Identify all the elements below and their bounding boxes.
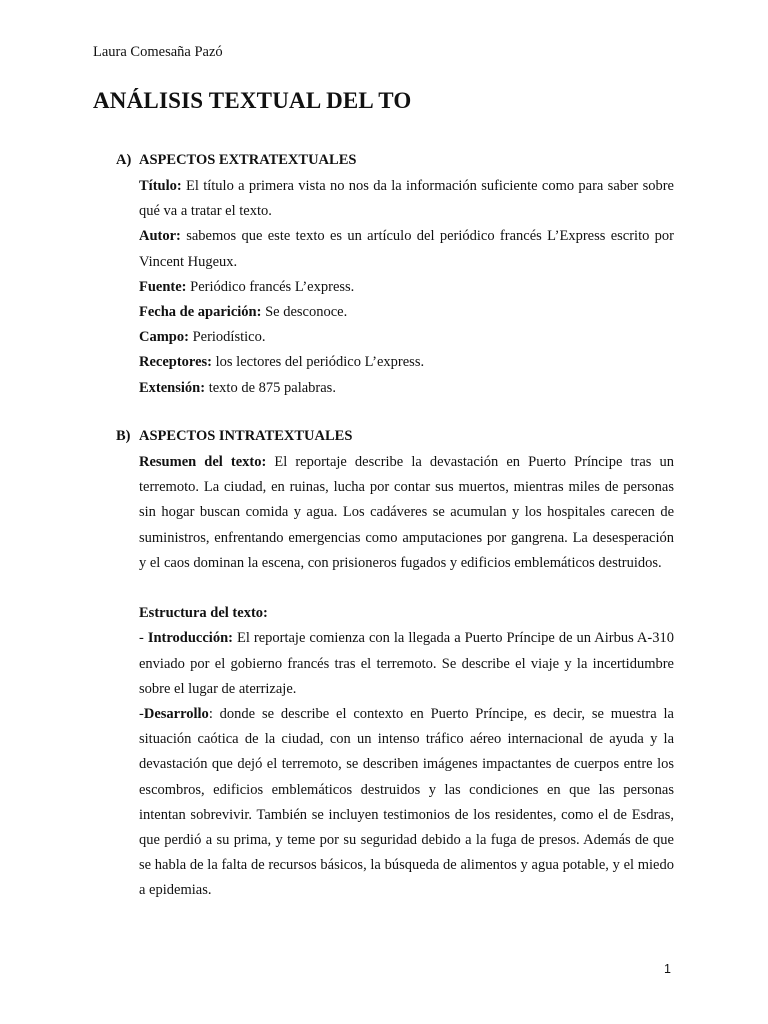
structure-intro: - Introducción: El reportaje comienza con la llegada a Puerto Príncipe de un Airbus A-310 enviado por el gobierno francés tras el terremoto. Se describe el viaje y la incertidumbre sobre el lugar de aterrizaje. — [139, 630, 674, 697]
author-name: Laura Comesaña Pazó — [93, 44, 223, 60]
field-campo: Campo: Periodístico. — [139, 329, 266, 346]
field-receptores: Receptores: los lectores del periódico L’express. — [139, 354, 425, 371]
field-extension: Extensión: texto de 875 palabras. — [139, 379, 336, 396]
page-number: 1 — [664, 962, 671, 976]
field-titulo: Título: El título a primera vista no nos da la información suficiente como para saber sobre qué va a tratar el texto. — [139, 178, 674, 220]
section-b-body — [139, 450, 674, 904]
paragraph-gap — [139, 576, 674, 601]
section-b-letter: B) — [116, 428, 131, 444]
field-fuente: Fuente: Periódico francés L’express. — [139, 278, 355, 295]
structure-development: -Desarrollo: donde se describe el contexto en Puerto Príncipe, es decir, se muestra la situación caótica de la ciudad, con un intenso tráfico aéreo internacional de ayuda y la devastación que dejó el terremoto, se describen imágenes impactantes de cuerpos entre los escombros, edificios emblemáticos destruidos y las condiciones en que las personas intentan sobrevivir. También se incluyen testimonios de los residentes, como el de Esdras, que perdió a su prima, y teme por su seguridad debido a la fuga de presos. Además de que se habla de la falta de recursos básicos, la búsqueda de alimentos y agua potable, y el miedo a epidemias. — [139, 706, 674, 899]
section-a-heading — [116, 152, 356, 169]
section-b-heading — [116, 428, 352, 445]
section-b-title: ASPECTOS INTRATEXTUALES — [139, 428, 353, 444]
field-autor: Autor: sabemos que este texto es un artículo del periódico francés L’Express escrito por Vincent Hugeux. — [139, 228, 674, 270]
document-title: ANÁLISIS TEXTUAL DEL TO — [93, 88, 412, 113]
structure-heading: Estructura del texto: — [139, 605, 268, 622]
section-a-letter: A) — [116, 152, 132, 168]
section-a-body — [139, 174, 674, 401]
field-fecha: Fecha de aparición: Se desconoce. — [139, 304, 348, 321]
section-a-title: ASPECTOS EXTRATEXTUALES — [139, 152, 357, 168]
summary-paragraph: Resumen del texto: El reportaje describe la devastación en Puerto Príncipe tras un terremoto. La ciudad, en ruinas, lucha por contar sus muertos, mientras miles de personas sin hogar buscan comida y agua. Los cadáveres se acumulan y los hospitales carecen de suministros, enfrentando emergencias como amputaciones por gangrena. La desesperación y el caos dominan la escena, con prisioneros fugados y edificios emblemáticos destruidos. — [139, 454, 674, 571]
